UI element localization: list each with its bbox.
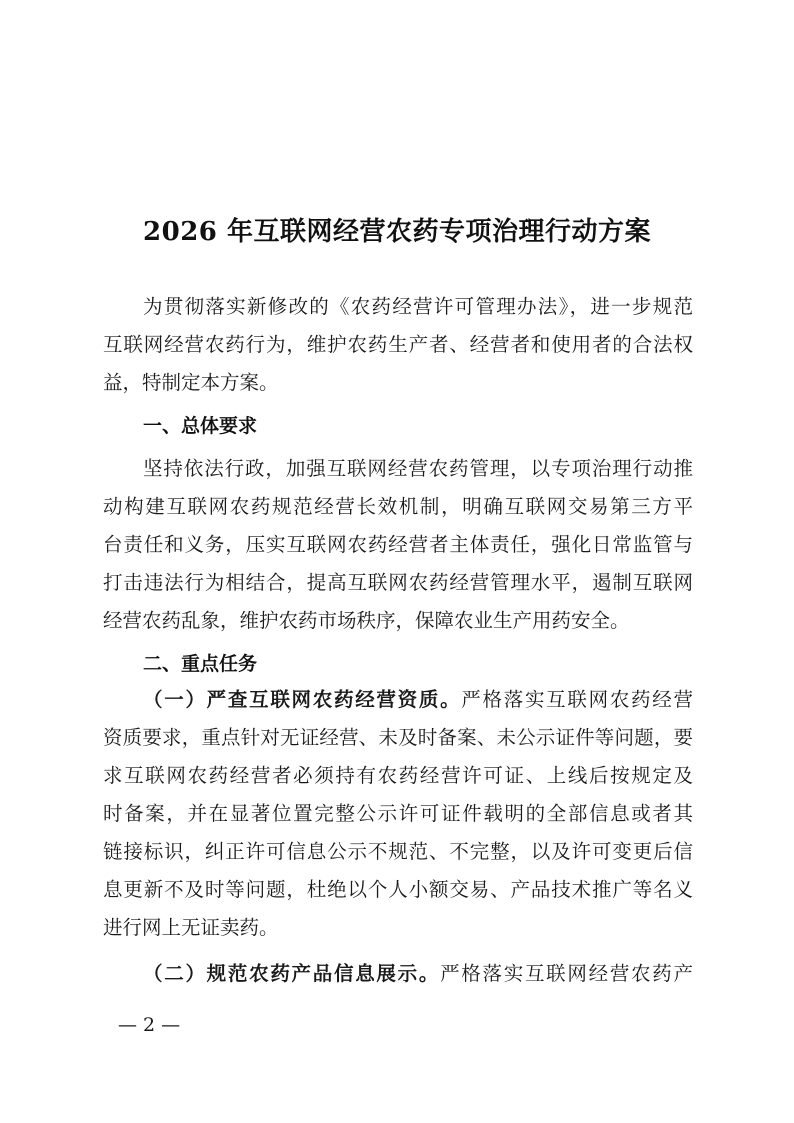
page-number: — 2 — [118, 1014, 181, 1036]
section-heading-general-requirements: 一、总体要求 [143, 415, 258, 437]
paragraph-line [103, 955, 693, 993]
paragraph-line: 动构建互联网农药规范经营长效机制，明确互联网交易第三方平 [103, 495, 693, 518]
document-title: 2026 年互联网经营农药专项治理行动方案 [143, 217, 651, 247]
task1-label: （一）严查互联网农药经营资质。 [143, 688, 462, 711]
paragraph-line: 益，特制定本方案。 [103, 371, 279, 394]
paragraph-line: 链接标识，纠正许可信息公示不规范、不完整，以及许可变更后信 [103, 840, 693, 863]
paragraph-line: 息更新不及时等问题，杜绝以个人小额交易、产品技术推广等名义 [103, 878, 693, 901]
paragraph-line: 打击违法行为相结合，提高互联网农药经营管理水平，遏制互联网 [103, 571, 693, 594]
section-heading-key-tasks: 二、重点任务 [143, 653, 258, 675]
paragraph-line: 台责任和义务，压实互联网农药经营者主体责任，强化日常监管与 [103, 533, 693, 556]
paragraph-line: 时备案，并在显著位置完整公示许可证件载明的全部信息或者其 [103, 802, 693, 825]
task2-first-line-text: 严格落实互联网经营农药产 [440, 962, 693, 985]
paragraph-line: 经营农药乱象，维护农药市场秩序，保障农业生产用药安全。 [103, 609, 630, 632]
task1-paragraph [103, 681, 693, 947]
intro-paragraph [103, 288, 693, 402]
section1-paragraph [103, 450, 693, 640]
paragraph-line: 求互联网农药经营者必须持有农药经营许可证、上线后按规定及 [103, 764, 693, 787]
task2-paragraph [103, 955, 693, 993]
task2-label: （二）规范农药产品信息展示。 [143, 962, 441, 985]
paragraph-line [103, 681, 693, 719]
paragraph-line: 资质要求，重点针对无证经营、未及时备案、未公示证件等问题，要 [103, 726, 693, 749]
paragraph-line: 坚持依法行政，加强互联网经营农药管理，以专项治理行动推 [143, 457, 693, 480]
paragraph-line: 进行网上无证卖药。 [103, 916, 279, 939]
task1-first-line-text: 严格落实互联网农药经营 [461, 688, 693, 711]
paragraph-line: 为贯彻落实新修改的《农药经营许可管理办法》，进一步规范 [143, 295, 693, 318]
paragraph-line: 互联网经营农药行为，维护农药生产者、经营者和使用者的合法权 [103, 333, 693, 356]
